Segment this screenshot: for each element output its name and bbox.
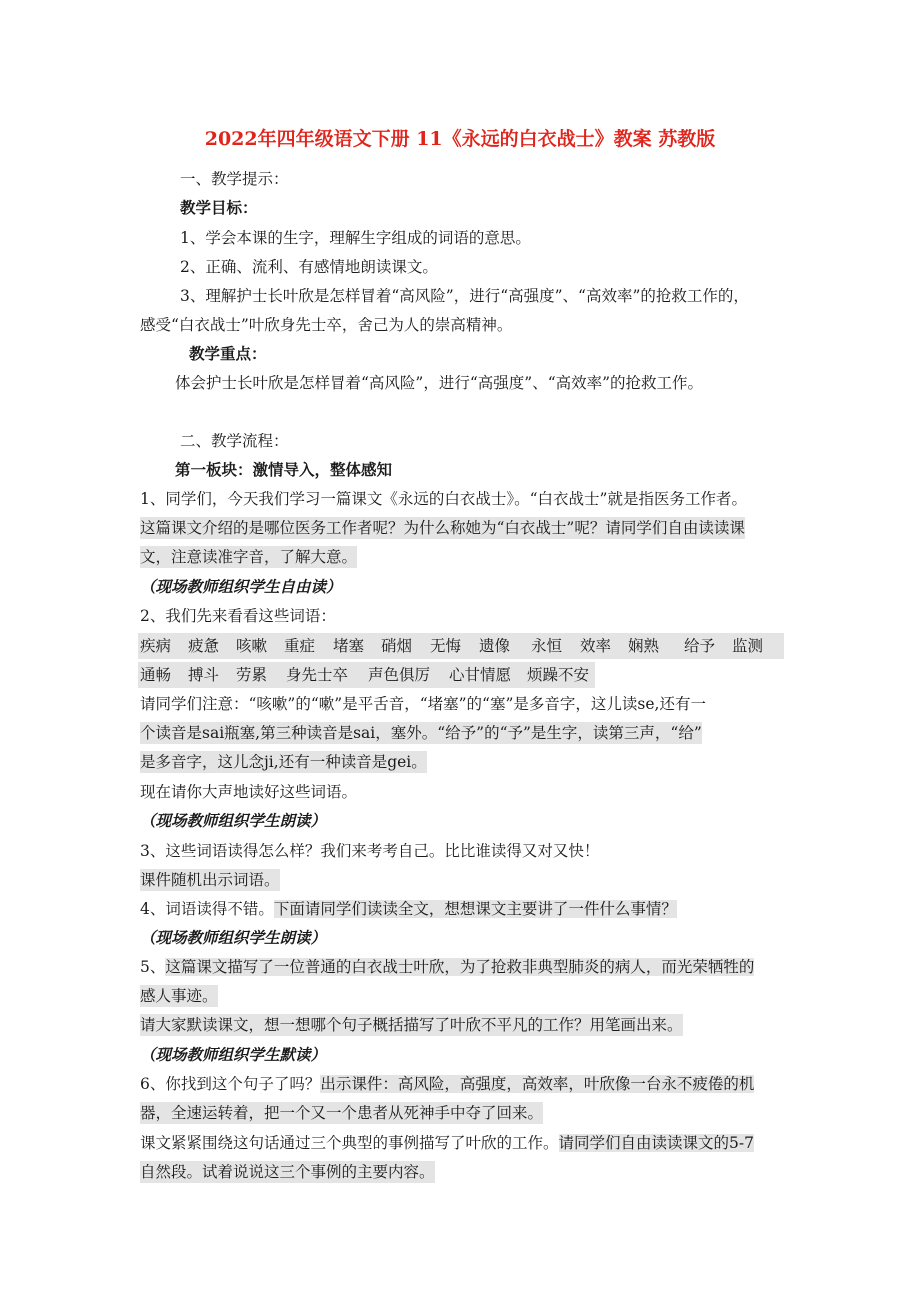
goal-3-line-1: 3、理解护士长叶欣是怎样冒着“高风险”，进行“高强度”、“高效率”的抢救工作的，: [180, 287, 749, 305]
para-1-line-3: 文，注意读准字音，了解大意。: [140, 548, 358, 566]
vocab-word: 心甘情愿: [449, 666, 512, 684]
vocab-word: 疲惫: [188, 637, 220, 655]
para-8-line-2: 感人事迹。: [140, 987, 218, 1005]
vocab-word: 无悔: [430, 637, 462, 655]
para-10-part-1: 6、你找到这个句子了吗？: [140, 1075, 321, 1093]
vocab-word: 烦躁不安: [527, 666, 590, 684]
para-4: 现在请你大声地读好这些词语。: [140, 783, 358, 801]
para-8-part-1: 这篇课文描写了一位普通的白衣战士叶欣，为了抢救非典型肺炎的病人，而光荣牺牲的: [165, 958, 755, 976]
para-10-line-2: 器，全速运转着，把一个又一个患者从死神手中夺了回来。: [140, 1104, 544, 1122]
goals-label: 教学目标：: [180, 198, 258, 217]
teacher-note-1: （现场教师组织学生自由读）: [140, 577, 342, 596]
vocab-word: 重症: [284, 637, 316, 655]
para-11-part-1: 课文紧紧围绕这句话通过三个典型的事例描写了叶欣的工作。: [140, 1134, 559, 1152]
document-title: 2022年四年级语文下册 11《永远的白衣战士》教案 苏教版: [204, 128, 716, 150]
teacher-note-3: （现场教师组织学生朗读）: [140, 928, 327, 947]
goal-1: 1、学会本课的生字，理解生字组成的词语的意思。: [180, 229, 531, 247]
vocab-word: 搏斗: [188, 666, 220, 684]
vocab-word: 堵塞: [333, 637, 365, 655]
para-7: [140, 898, 677, 920]
para-11-part-2: 请同学们自由读读课文的5-7: [558, 1134, 754, 1152]
vocab-word: 监测: [732, 637, 764, 655]
section-heading-2: 二、教学流程：: [180, 432, 289, 450]
para-8-number: 5、: [140, 958, 166, 976]
para-1-line-2: 这篇课文介绍的是哪位医务工作者呢？为什么称她为“白衣战士”呢？请同学们自由读读课: [140, 519, 745, 537]
vocab-word: 永恒: [531, 637, 563, 655]
vocab-word: 娴熟: [628, 637, 660, 655]
vocab-word: 声色俱厉: [368, 666, 431, 684]
para-10-line-1: [140, 1073, 754, 1095]
vocab-word: 劳累: [236, 666, 268, 684]
goal-2: 2、正确、流利、有感情地朗读课文。: [180, 258, 438, 276]
para-8-line-1: [140, 956, 754, 978]
para-6: 课件随机出示词语。: [140, 871, 280, 889]
vocab-word: 遗像: [479, 637, 511, 655]
para-7-part-1: 4、词语读得不错。: [140, 900, 274, 918]
para-10-part-2: 出示课件：高风险，高强度，高效率，叶欣像一台永不疲倦的机: [320, 1075, 755, 1093]
para-3-line-2: 个读音是sai瓶塞,第三种读音是sai，塞外。“给予”的“予”是生字，读第三声，“给”: [140, 724, 702, 742]
para-1-line-1: 1、同学们，今天我们学习一篇课文《永远的白衣战士》。“白衣战士”就是指医务工作者。: [140, 490, 747, 508]
focus-text: 体会护士长叶欣是怎样冒着“高风险”，进行“高强度”、“高效率”的抢救工作。: [175, 374, 704, 392]
para-11-line-2: 自然段。试着说说这三个事例的主要内容。: [140, 1163, 435, 1181]
teacher-note-4: （现场教师组织学生默读）: [140, 1045, 327, 1064]
para-5: 3、这些词语读得怎么样？我们来考考自己。比比谁读得又对又快！: [140, 842, 600, 860]
para-9: 请大家默读课文，想一想哪个句子概括描写了叶欣不平凡的工作？用笔画出来。: [140, 1016, 683, 1034]
block-1-heading: 第一板块：激情导入，整体感知: [175, 460, 393, 479]
vocab-word: 效率: [580, 637, 612, 655]
para-2: 2、我们先来看看这些词语：: [140, 607, 336, 625]
goal-3-line-2: 感受“白衣战士”叶欣身先士卒，舍己为人的崇高精神。: [140, 316, 513, 334]
vocab-word: 身先士卒: [286, 666, 349, 684]
focus-label: 教学重点：: [189, 344, 267, 363]
vocab-word: 硝烟: [381, 637, 413, 655]
para-7-part-2: 下面请同学们读读全文，想想课文主要讲了一件什么事情？: [273, 900, 677, 918]
teacher-note-2: （现场教师组织学生朗读）: [140, 811, 327, 830]
para-11-line-1: [140, 1132, 754, 1154]
para-3-line-3: 是多音字，这儿念ji,还有一种读音是gei。: [140, 753, 427, 771]
section-heading-1: 一、教学提示：: [180, 170, 289, 188]
vocab-word: 咳嗽: [236, 637, 268, 655]
vocab-word: 给予: [684, 637, 716, 655]
para-3-line-1: 请同学们注意：“咳嗽”的“嗽”是平舌音，“堵塞”的“塞”是多音字，这儿读se,还有一: [140, 695, 706, 713]
vocab-word: 通畅: [140, 666, 172, 684]
vocab-word: 疾病: [140, 637, 172, 655]
